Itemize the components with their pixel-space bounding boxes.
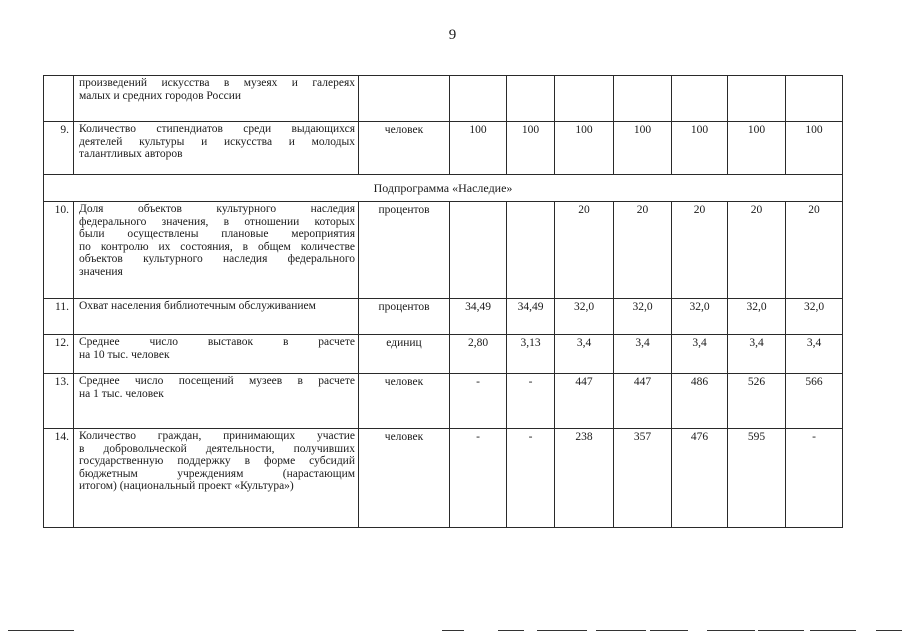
value-cell: 34,49 bbox=[507, 299, 555, 335]
row-number bbox=[44, 76, 74, 122]
unit-cell: процентов bbox=[359, 202, 450, 299]
table-row bbox=[44, 202, 843, 299]
table-row bbox=[44, 335, 843, 374]
value-cell: 447 bbox=[555, 374, 614, 429]
row-number: 13. bbox=[44, 374, 74, 429]
value-cell: - bbox=[507, 374, 555, 429]
indicator-name-line: произведений искусства в музеях и галереях bbox=[79, 77, 355, 89]
value-cell: 566 bbox=[786, 374, 843, 429]
value-cell: 3,4 bbox=[614, 335, 672, 374]
value-cell bbox=[728, 76, 786, 122]
subprogram-header-row bbox=[44, 175, 843, 202]
row-number: 12. bbox=[44, 335, 74, 374]
row-number: 11. bbox=[44, 299, 74, 335]
unit-cell: единиц bbox=[359, 335, 450, 374]
value-cell: 100 bbox=[555, 122, 614, 175]
indicator-name-line: на 1 тыс. человек bbox=[79, 387, 164, 400]
value-cell bbox=[507, 202, 555, 299]
indicator-name-line: по контролю их состояния, в общем количестве bbox=[79, 240, 355, 253]
indicator-name-line: Среднее число выставок в расчете bbox=[79, 336, 355, 348]
value-cell: 32,0 bbox=[672, 299, 728, 335]
value-cell: 3,4 bbox=[728, 335, 786, 374]
indicator-name bbox=[74, 335, 359, 374]
indicator-name-line: бюджетным учреждениям (нарастающим bbox=[79, 467, 355, 480]
subprogram-title: Подпрограмма «Наследие» bbox=[44, 175, 843, 202]
indicator-name-line: малых и средних городов России bbox=[79, 89, 242, 102]
value-cell: 20 bbox=[555, 202, 614, 299]
value-cell: 34,49 bbox=[450, 299, 507, 335]
value-cell: - bbox=[507, 429, 555, 528]
table-row bbox=[44, 122, 843, 175]
value-cell: - bbox=[786, 429, 843, 528]
indicator-name bbox=[74, 122, 359, 175]
indicator-name bbox=[74, 374, 359, 429]
indicator-name-line: были осуществлены плановые мероприятия bbox=[79, 228, 355, 241]
unit-cell: процентов bbox=[359, 299, 450, 335]
indicator-name-line: в добровольческой деятельности, получивших bbox=[79, 442, 355, 455]
value-cell: 32,0 bbox=[614, 299, 672, 335]
footer-rule-lines bbox=[0, 630, 905, 636]
value-cell: 3,4 bbox=[555, 335, 614, 374]
value-cell: 20 bbox=[672, 202, 728, 299]
value-cell: 476 bbox=[672, 429, 728, 528]
value-cell bbox=[450, 76, 507, 122]
value-cell bbox=[614, 76, 672, 122]
indicator-name bbox=[74, 299, 359, 335]
unit-cell: человек bbox=[359, 122, 450, 175]
indicator-name-line: федерального значения, в отношении которых bbox=[79, 215, 355, 228]
indicators-table bbox=[43, 75, 843, 528]
value-cell: 20 bbox=[786, 202, 843, 299]
row-number: 10. bbox=[44, 202, 74, 299]
value-cell: 20 bbox=[728, 202, 786, 299]
value-cell: 595 bbox=[728, 429, 786, 528]
value-cell bbox=[450, 202, 507, 299]
value-cell: 32,0 bbox=[555, 299, 614, 335]
value-cell: 238 bbox=[555, 429, 614, 528]
value-cell: 447 bbox=[614, 374, 672, 429]
value-cell: 2,80 bbox=[450, 335, 507, 374]
indicator-name-line: Среднее число посещений музеев в расчете bbox=[79, 375, 355, 387]
table-row bbox=[44, 76, 843, 122]
unit-cell: человек bbox=[359, 429, 450, 528]
unit-cell bbox=[359, 76, 450, 122]
indicator-name-line: значения bbox=[79, 265, 123, 278]
value-cell: 32,0 bbox=[728, 299, 786, 335]
value-cell: - bbox=[450, 374, 507, 429]
value-cell: 357 bbox=[614, 429, 672, 528]
value-cell: 100 bbox=[450, 122, 507, 175]
value-cell bbox=[786, 76, 843, 122]
indicator-name-line: талантливых авторов bbox=[79, 148, 183, 161]
value-cell bbox=[672, 76, 728, 122]
value-cell: 3,13 bbox=[507, 335, 555, 374]
value-cell: 486 bbox=[672, 374, 728, 429]
value-cell: 100 bbox=[614, 122, 672, 175]
table-row bbox=[44, 299, 843, 335]
indicator-name-line: Доля объектов культурного наследия bbox=[79, 203, 355, 215]
value-cell: 100 bbox=[672, 122, 728, 175]
indicator-name-line: итогом) (национальный проект «Культура») bbox=[79, 480, 294, 493]
indicator-name bbox=[74, 76, 359, 122]
value-cell: 3,4 bbox=[786, 335, 843, 374]
page-number: 9 bbox=[448, 27, 457, 43]
indicator-name-line: на 10 тыс. человек bbox=[79, 348, 170, 361]
value-cell bbox=[507, 76, 555, 122]
indicator-name-line: деятелей культуры и искусства и молодых bbox=[79, 135, 355, 148]
value-cell bbox=[555, 76, 614, 122]
value-cell: 20 bbox=[614, 202, 672, 299]
value-cell: 100 bbox=[507, 122, 555, 175]
indicator-name-line: государственную поддержку в форме субсидий bbox=[79, 455, 355, 468]
value-cell: 100 bbox=[786, 122, 843, 175]
table-row bbox=[44, 374, 843, 429]
value-cell: 3,4 bbox=[672, 335, 728, 374]
indicator-name-line: Количество стипендиатов среди выдающихся bbox=[79, 123, 355, 135]
indicator-name-line: Количество граждан, принимающих участие bbox=[79, 430, 355, 442]
indicator-name-line: Охват населения библиотечным обслуживанием bbox=[79, 300, 316, 312]
value-cell: 526 bbox=[728, 374, 786, 429]
value-cell: 100 bbox=[728, 122, 786, 175]
row-number: 14. bbox=[44, 429, 74, 528]
indicator-name bbox=[74, 429, 359, 528]
table-row bbox=[44, 429, 843, 528]
indicator-name-line: объектов культурного наследия федерального bbox=[79, 253, 355, 266]
value-cell: - bbox=[450, 429, 507, 528]
unit-cell: человек bbox=[359, 374, 450, 429]
row-number: 9. bbox=[44, 122, 74, 175]
value-cell: 32,0 bbox=[786, 299, 843, 335]
indicator-name bbox=[74, 202, 359, 299]
